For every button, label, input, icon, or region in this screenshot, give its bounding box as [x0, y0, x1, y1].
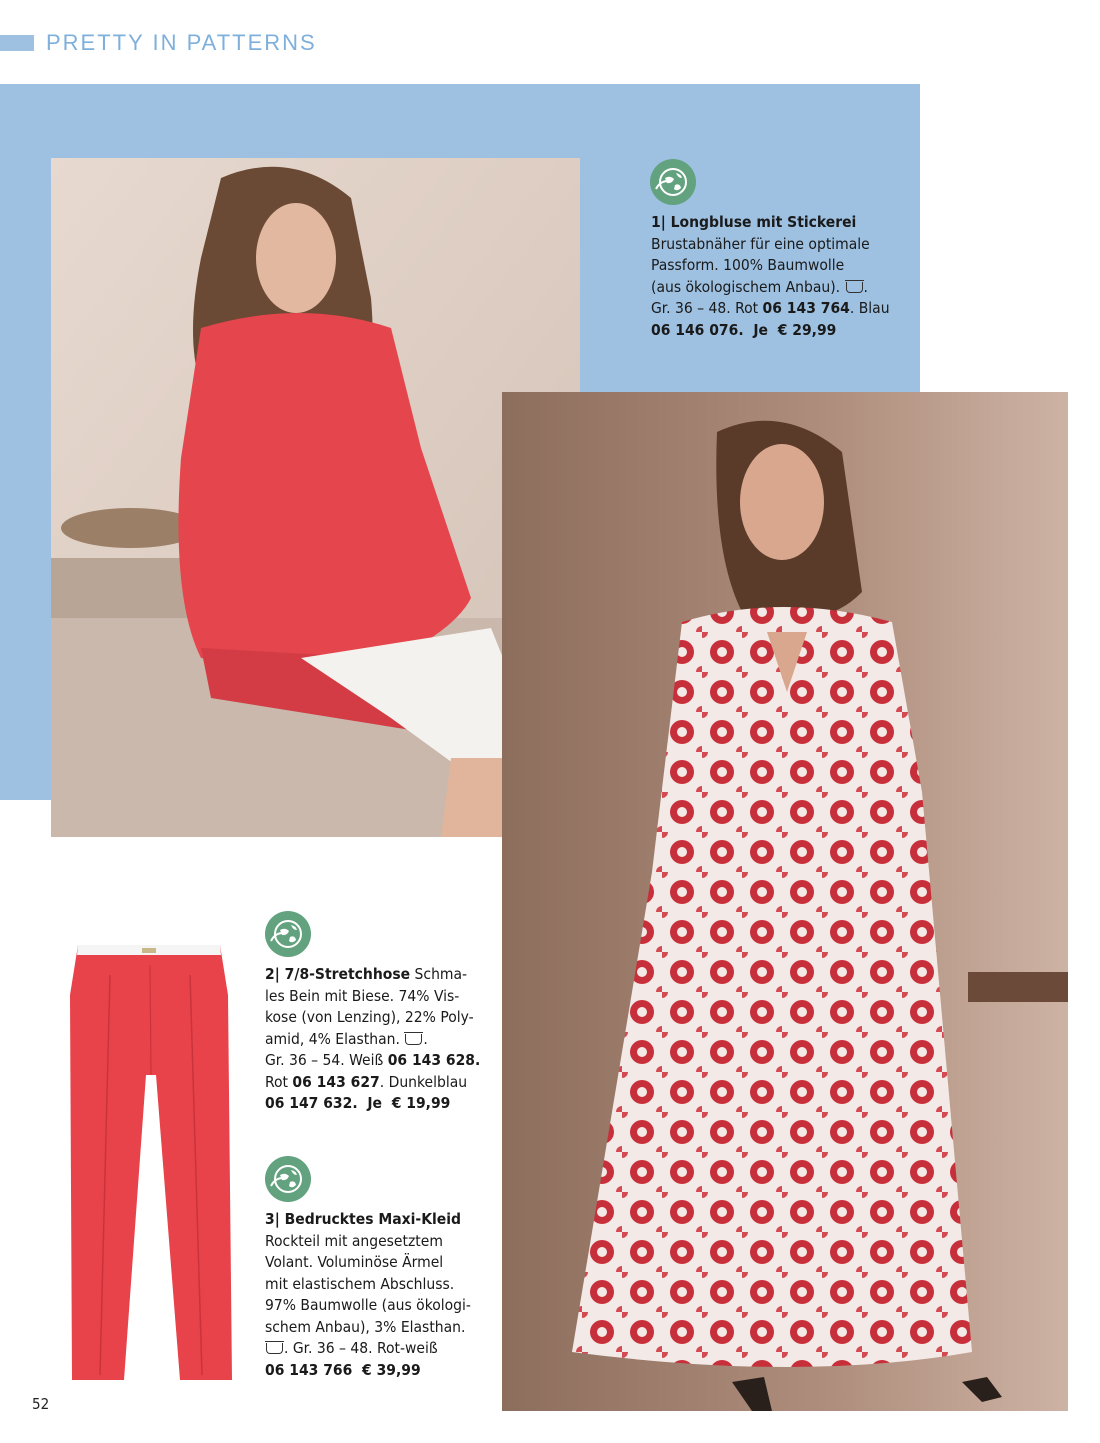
price-line [265, 1360, 495, 1382]
globe-leaf-icon [650, 159, 696, 205]
wash-tub-icon [405, 1034, 422, 1045]
description-line: Passform. 100% Baumwolle [651, 256, 845, 274]
price-line: 06 147 632. Je € 19,99 [265, 1094, 451, 1112]
price: € 19,99 [391, 1094, 451, 1112]
photo-maxi-kleid-model [502, 392, 1068, 1411]
price: € 29,99 [777, 320, 837, 339]
globe-leaf-icon [265, 911, 311, 957]
article-number: 06 146 076. [651, 320, 744, 339]
product-description-maxi-kleid [265, 1209, 495, 1381]
article-number: 06 143 766 [265, 1360, 353, 1379]
description-line: les Bein mit Biese. 74% Vis- [265, 986, 460, 1005]
product-title: 2| 7/8-Stretchhose [265, 965, 411, 983]
section-title: PRETTY IN PATTERNS [46, 30, 317, 55]
section-marker [0, 35, 34, 51]
product-description-longbluse [651, 212, 896, 341]
price: € 39,99 [362, 1360, 421, 1379]
wash-tub-icon [266, 1343, 283, 1354]
article-number: 06 147 632. [265, 1094, 358, 1112]
description-line: 97% Baumwolle (aus ökologi- [265, 1296, 471, 1314]
description-line: (aus ökologischem Anbau). . [651, 277, 868, 296]
page-number: 52 [32, 1395, 50, 1413]
product-title: 3| Bedrucktes Maxi-Kleid [265, 1210, 461, 1228]
globe-leaf-icon [265, 1156, 311, 1202]
description-line: mit elastischem Abschluss. [265, 1274, 455, 1293]
size-line: Gr. 36 – 54. Weiß 06 143 628. [265, 1051, 481, 1069]
description-line: schem Anbau), 3% Elasthan. [265, 1317, 466, 1336]
size-line: Gr. 36 – 48. Rot 06 143 764. Blau [651, 299, 890, 317]
article-number: 06 143 628. [387, 1051, 481, 1069]
size-line: . Gr. 36 – 48. Rot-weiß [265, 1338, 495, 1360]
photo-stretchhose-product [60, 935, 238, 1385]
description-line: kose (von Lenzing), 22% Poly- [265, 1008, 474, 1026]
title-line: 2| 7/8-Stretchhose Schma- [265, 965, 468, 983]
photo-longbluse-model [51, 158, 580, 837]
size-line: Rot 06 143 627. Dunkelblau [265, 1072, 468, 1091]
wash-tub-icon [846, 282, 863, 293]
article-number: 06 143 627 [292, 1072, 380, 1091]
description-line: Brustabnäher für eine optimale [651, 234, 870, 253]
description-line: Volant. Voluminöse Ärmel [265, 1253, 444, 1271]
description-line: amid, 4% Elasthan. . [265, 1029, 428, 1048]
price-line: 06 146 076. Je € 29,99 [651, 320, 837, 339]
article-number: 06 143 764 [762, 299, 850, 317]
product-title: 1| Longbluse mit Stickerei [651, 213, 857, 231]
product-description-stretchhose [265, 964, 495, 1115]
description-line: Rockteil mit angesetztem [265, 1231, 443, 1250]
